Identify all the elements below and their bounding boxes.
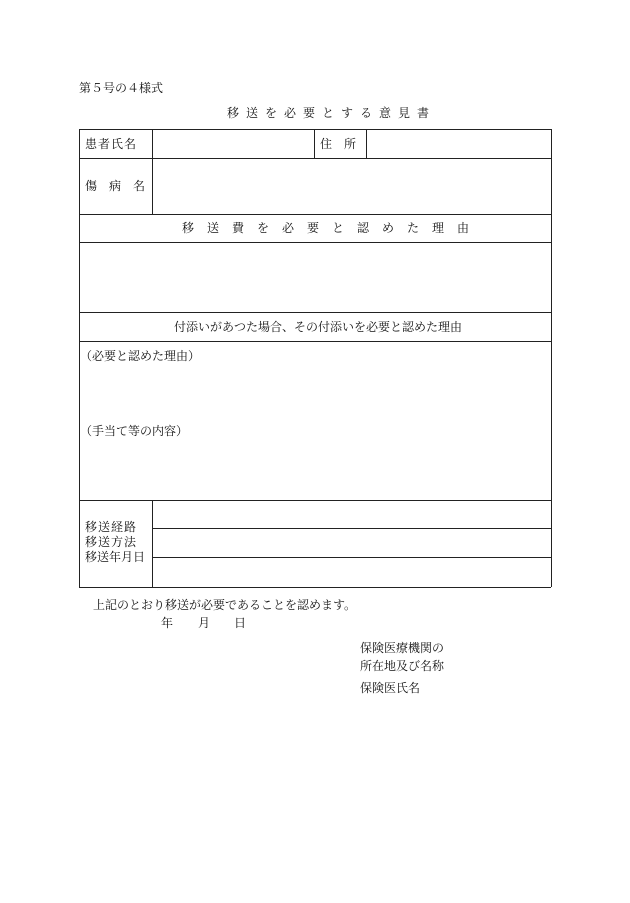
transfer-reason-field[interactable] [80, 243, 550, 311]
disease-name-field[interactable] [153, 159, 550, 213]
patient-name-field[interactable] [153, 130, 313, 157]
transfer-date-field[interactable] [153, 558, 550, 586]
date-day-label: 日 [234, 616, 247, 630]
row-divider [79, 341, 551, 342]
transfer-method-field[interactable] [153, 529, 550, 556]
necessity-reason-label: （必要と認めた理由） [80, 349, 201, 363]
transfer-method-label: 移送方法 [85, 535, 138, 549]
document-title: 移送を必要とする意見書 [227, 106, 437, 120]
date-year-label: 年 [161, 616, 174, 630]
address-field[interactable] [367, 130, 550, 157]
attendant-reason-field[interactable] [80, 366, 550, 421]
institution-label-line1: 保険医療機関の [360, 641, 445, 655]
disease-name-label: 傷 病 名 [85, 179, 146, 193]
table-border-bottom [79, 587, 551, 588]
transfer-route-field[interactable] [153, 501, 550, 527]
table-border-right [551, 129, 552, 587]
certification-statement: 上記のとおり移送が必要であることを認めます。 [93, 598, 357, 612]
institution-label-line2: 所在地及び名称 [360, 659, 445, 673]
doctor-name-label: 保険医氏名 [360, 681, 421, 695]
date-month-label: 月 [198, 616, 211, 630]
form-number: 第５号の４様式 [79, 81, 164, 95]
address-label: 住 所 [320, 137, 357, 151]
column-divider [314, 129, 315, 158]
patient-name-label: 患者氏名 [85, 137, 138, 151]
treatment-content-field[interactable] [80, 440, 550, 499]
transfer-reason-header: 移送費を必要と認めた理由 [182, 221, 483, 235]
treatment-content-label: （手当て等の内容） [80, 424, 189, 438]
transfer-route-label: 移送経路 [85, 520, 138, 534]
row-divider [79, 312, 551, 313]
row-divider [79, 214, 551, 215]
attendant-reason-header: 付添いがあつた場合、その付添いを必要と認めた理由 [174, 320, 463, 334]
transfer-date-label: 移送年月日 [85, 550, 146, 564]
